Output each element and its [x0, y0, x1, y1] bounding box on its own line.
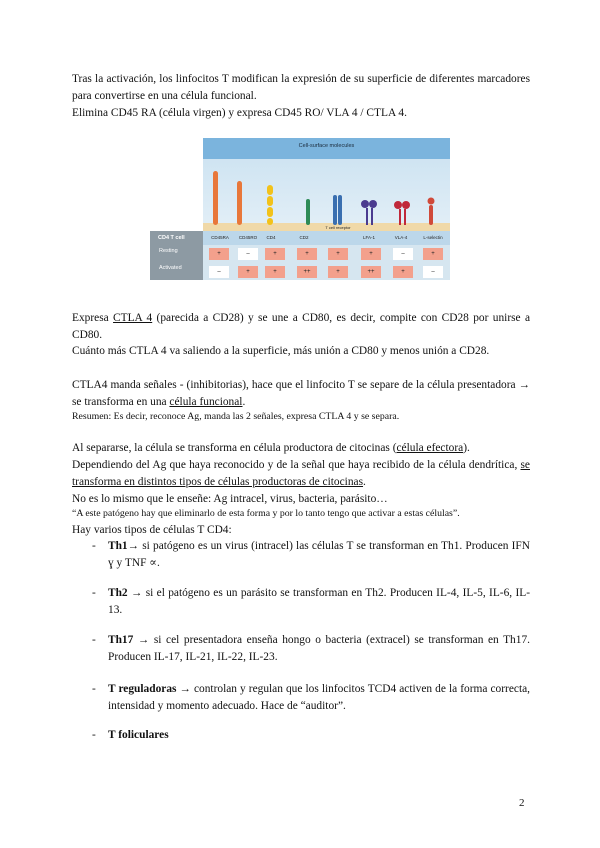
- resting-cell-3: +: [265, 248, 285, 260]
- membrane-illustration: [203, 159, 450, 231]
- cd45ra-molecule: [213, 171, 218, 225]
- row-label-activated: Activated: [159, 265, 182, 271]
- cell-surface-molecules-figure: [150, 138, 450, 280]
- col-tcr: T cell receptor: [325, 225, 351, 230]
- ctla4-p3-post: .: [242, 396, 246, 408]
- figure-header-text: Cell-surface molecules: [298, 143, 355, 149]
- activated-cell-1: –: [209, 266, 229, 278]
- ctla4-underlined: CTLA 4: [113, 312, 153, 324]
- col-vla4: VLA-4: [394, 235, 408, 240]
- vla4-stalk-1: [399, 209, 401, 225]
- list-term: Th17: [108, 634, 134, 646]
- lfa1-stalk-2: [371, 208, 373, 225]
- list-description: → controlan y regulan que los linfocitos TCD4 activen de la forma correcta, intensidad y momento adecuado. Hace de “auditor”.: [108, 683, 531, 712]
- intro-text-1: Tras la activación, los linfocitos T modifican la expresión de su superficie de diferentes marcadores para convertirse en una célula funcional.: [72, 73, 530, 102]
- list-description: → si el patógeno es un parásito se transforman en Th2. Producen IL-4, IL-5, IL-6, IL-13.: [108, 587, 530, 616]
- ctla4-paragraph-1: [72, 310, 530, 344]
- list-term: Th1: [108, 540, 128, 552]
- col-lselectin: L-selectin: [423, 235, 443, 240]
- effector-p3-text: No es lo mismo que le enseñe: Ag intracel, virus, bacteria, parásito…: [72, 493, 388, 505]
- vla4-stalk-2: [404, 209, 406, 225]
- resting-cell-7: –: [393, 248, 413, 260]
- resting-cell-2: –: [238, 248, 258, 260]
- list-dash: -: [92, 540, 96, 552]
- list-dash: -: [92, 634, 96, 646]
- col-cd45ra: CD45RA: [211, 235, 229, 240]
- vla4-head-2: [402, 201, 410, 209]
- list-term: T reguladoras: [108, 683, 177, 695]
- intro-text-2: Elimina CD45 RA (célula virgen) y expresa CD45 RO/ VLA 4 / CTLA 4.: [72, 107, 407, 119]
- resting-cell-4: +: [297, 248, 317, 260]
- list-dash: -: [92, 729, 96, 741]
- activated-cell-7: +: [393, 266, 413, 278]
- effector-p1-post: ).: [463, 442, 470, 454]
- cd4-domain-4: [267, 218, 273, 225]
- page-number: 2: [519, 797, 525, 809]
- activated-cell-4: ++: [297, 266, 317, 278]
- cd4-domain-2: [267, 196, 273, 206]
- col-lfa1: LFA-1: [362, 235, 375, 240]
- effector-paragraph-3: [72, 491, 530, 508]
- activated-cell-6: ++: [361, 266, 381, 278]
- cd4-types-intro: Hay varios tipos de células T CD4:: [72, 524, 232, 536]
- effector-paragraph-4: [72, 522, 530, 539]
- col-cd45ro: CD45RO: [238, 235, 258, 240]
- ctla4-p3-pre: CTLA4 manda señales - (inhibitorias), hace que el linfocito T se separe de la célula presentadora → se transforma en una: [72, 379, 530, 408]
- column-headers: [203, 225, 450, 245]
- figure-header: [203, 138, 450, 159]
- effector-paragraph-1: [72, 440, 530, 457]
- effector-p1-pre: Al separarse, la célula se transforma en célula productora de citocinas (: [72, 442, 397, 454]
- effector-p2-post: .: [363, 476, 366, 488]
- resting-cell-6: +: [361, 248, 381, 260]
- lfa1-head-2: [369, 200, 377, 208]
- activated-cell-8: –: [423, 266, 443, 278]
- ctla4-p1-post: (parecida a CD28) y se une a CD80, es decir, compite con CD28 por unirse a CD80.: [72, 312, 530, 341]
- cd45ro-molecule: [237, 181, 242, 225]
- cytokine-cells-underlined: se transforma en distintos tipos de células productoras de citocinas: [72, 459, 530, 488]
- row-label-header: CD4 T cell: [158, 235, 185, 241]
- lselectin-head: [428, 198, 435, 205]
- col-cd2: CD2: [299, 235, 309, 240]
- quote-text: “A este patógeno hay que eliminarlo de esta forma y por lo tanto tengo que activar a estas células”.: [72, 508, 460, 519]
- vla4-head-1: [394, 201, 402, 209]
- cd2-molecule: [306, 199, 310, 225]
- ctla4-paragraph-3: [72, 377, 530, 411]
- col-cd4: CD4: [266, 235, 276, 240]
- summary-line: [72, 410, 530, 424]
- molecule-drawings: [203, 159, 450, 231]
- intro-paragraph-2: [72, 105, 530, 122]
- tcr-alpha-chain: [333, 195, 337, 225]
- ctla4-paragraph-2: [72, 343, 530, 360]
- resting-cell-5: +: [328, 248, 348, 260]
- effector-paragraph-2: [72, 457, 530, 491]
- tcr-beta-chain: [338, 195, 342, 225]
- effector-cell-underlined: célula efectora: [396, 442, 464, 454]
- row-label-resting: Resting: [159, 248, 178, 254]
- ctla4-p2-text: Cuánto más CTLA 4 va saliendo a la superficie, más unión a CD80 y menos unión a CD28.: [72, 345, 490, 357]
- activated-cell-5: +: [328, 266, 348, 278]
- lfa1-stalk-1: [366, 208, 368, 225]
- list-description: → si patógeno es un virus (intracel) las células T se transforman en Th1. Producen IFN ɣ y TNF ∝.: [108, 540, 530, 569]
- effector-p2-pre: Dependiendo del Ag que haya reconocido y de la señal que haya recibido de la célula dendrítica,: [72, 459, 521, 471]
- list-dash: -: [92, 683, 96, 695]
- cd4-domain-3: [267, 207, 273, 217]
- list-description: → si cel presentadora enseña hongo o bacteria (extracel) se transforman en Th17. Producen IL-17, IL-21, IL-22, IL-23.: [108, 634, 530, 663]
- intro-paragraph: [72, 71, 530, 105]
- expression-grid: [203, 245, 450, 280]
- activated-cell-3: +: [265, 266, 285, 278]
- lfa1-head-1: [361, 200, 369, 208]
- activated-cell-2: +: [238, 266, 258, 278]
- functional-cell-underlined: célula funcional: [169, 396, 243, 408]
- list-dash: -: [92, 587, 96, 599]
- ctla4-p1-pre: Expresa: [72, 312, 114, 324]
- list-term: T foliculares: [108, 729, 169, 741]
- lselectin-stalk: [429, 205, 433, 225]
- cd4-domain-1: [267, 185, 273, 195]
- resting-cell-8: +: [423, 248, 443, 260]
- resting-cell-1: +: [209, 248, 229, 260]
- quote-line: [72, 507, 542, 521]
- list-term: Th2: [108, 587, 128, 599]
- summary-text: Resumen: Es decir, reconoce Ag, manda las 2 señales, expresa CTLA 4 y se separa.: [72, 411, 400, 422]
